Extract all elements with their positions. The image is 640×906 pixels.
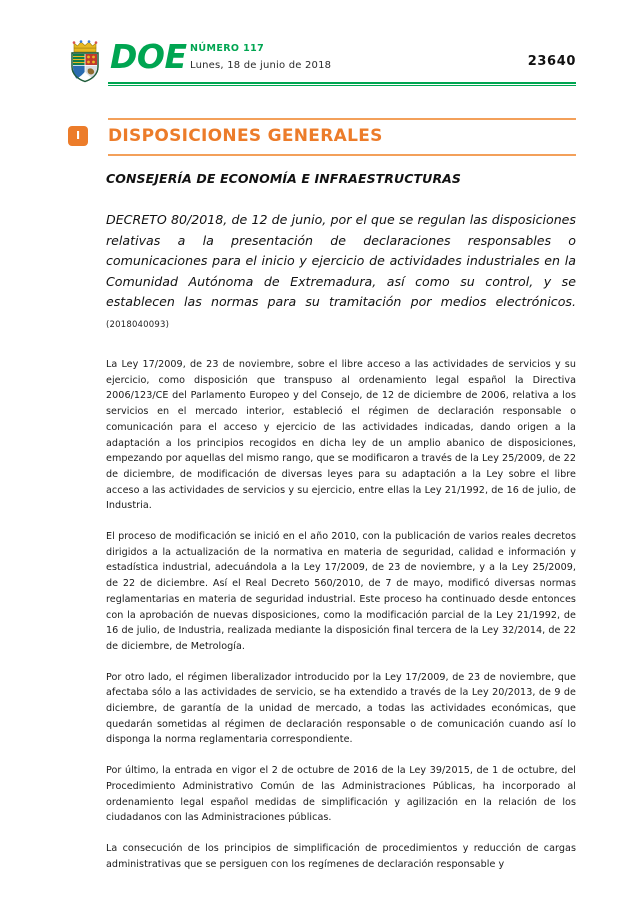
consejeria-heading: CONSEJERÍA DE ECONOMÍA E INFRAESTRUCTURAS <box>106 171 462 186</box>
issue-number: NÚMERO 117 <box>190 43 265 54</box>
doe-logo: DOE <box>110 37 187 76</box>
section-title: DISPOSICIONES GENERALES <box>108 126 383 146</box>
header-rule-green-thin <box>108 85 576 86</box>
issue-date: Lunes, 18 de junio de 2018 <box>190 60 332 71</box>
body-paragraph: Por otro lado, el régimen liberalizador introducido por la Ley 17/2009, de 23 de noviembre, que afectaba sólo a las actividades de servicio, se ha extendido a través de la Ley 20/2013, de 9 de diciembre, de garantía de la unidad de mercado, a todas las actividades económicas, que quedarán sometidas al régimen de declaración responsable o de comunicación cuando así lo disponga la norma reglamentaria correspondiente. <box>106 671 576 746</box>
decree-reference: (2018040093) <box>106 319 170 330</box>
decree-title <box>106 210 576 335</box>
section-rule-bottom <box>108 154 576 156</box>
issue-info <box>190 42 331 73</box>
document-content <box>106 170 576 872</box>
masthead <box>68 38 576 86</box>
body-paragraph: El proceso de modificación se inició en el año 2010, con la publicación de varios reales decretos dirigidos a la actualización de la normativa en materia de seguridad, calidad e información y estadística industrial, adecuándola a la Ley 17/2009, de 23 de noviembre, y a la Ley 25/2009, de 22 de diciembre. Así el Real Decreto 560/2010, de 7 de mayo, modificó diversas normas reglamentarias en materia de seguridad industrial. Este proceso ha continuado desde entonces con la aprobación de nuevas disposiciones, como la modificación parcial de la Ley 21/1992, de 16 de julio, de Industria, realizada mediante la disposición final tercera de la Ley 32/2014, de 22 de diciembre, de Metrología. <box>106 531 576 652</box>
coat-of-arms-icon <box>68 39 102 83</box>
body-paragraph: Por último, la entrada en vigor el 2 de octubre de 2016 de la Ley 39/2015, de 1 de octubre, del Procedimiento Administrativo Común de las Administraciones Públicas, ha incorporado al ordenamiento legal español medidas de simplificación y agilización en la relación de los ciudadanos con las Administraciones públicas. <box>106 765 576 824</box>
body-paragraph: La Ley 17/2009, de 23 de noviembre, sobre el libre acceso a las actividades de servicios y su ejercicio, como disposición que transpuso al ordenamiento legal español la Directiva 2006/123/CE del Parlamento Europeo y del Consejo, de 12 de diciembre de 2006, relativa a los servicios en el mercado interior, estableció el régimen de declaración responsable o comunicación para el acceso y ejercicio de las actividades indicadas, dando origen a la adaptación a los principios recogidos en dicha ley de un amplio abanico de disposiciones, empezando por aquellas del mismo rango, que se modificaron a través de la Ley 25/2009, de 22 de diciembre, de modificación de diversas leyes para su adaptación a la Ley sobre el libre acceso a las actividades de servicios y su ejercicio, entre ellas la Ley 21/1992, de 16 de julio, de Industria. <box>106 359 576 512</box>
header-rule-green <box>108 82 576 84</box>
section-rule-top <box>108 118 576 120</box>
decree-title-text: DECRETO 80/2018, de 12 de junio, por el que se regulan las disposiciones relativas a la presentación de declaraciones responsables o comunicaciones para el inicio y ejercicio de actividades industriales en la Comunidad Autónoma de Extremadura, así como su control, y se establecen las normas para su tramitación por medios electrónicos. <box>106 212 576 309</box>
section-badge: I <box>68 126 88 146</box>
page-number: 23640 <box>527 54 576 69</box>
body-paragraph: La consecución de los principios de simplificación de procedimientos y reducción de cargas administrativas que se persiguen con los regímenes de declaración responsable y <box>106 842 576 870</box>
